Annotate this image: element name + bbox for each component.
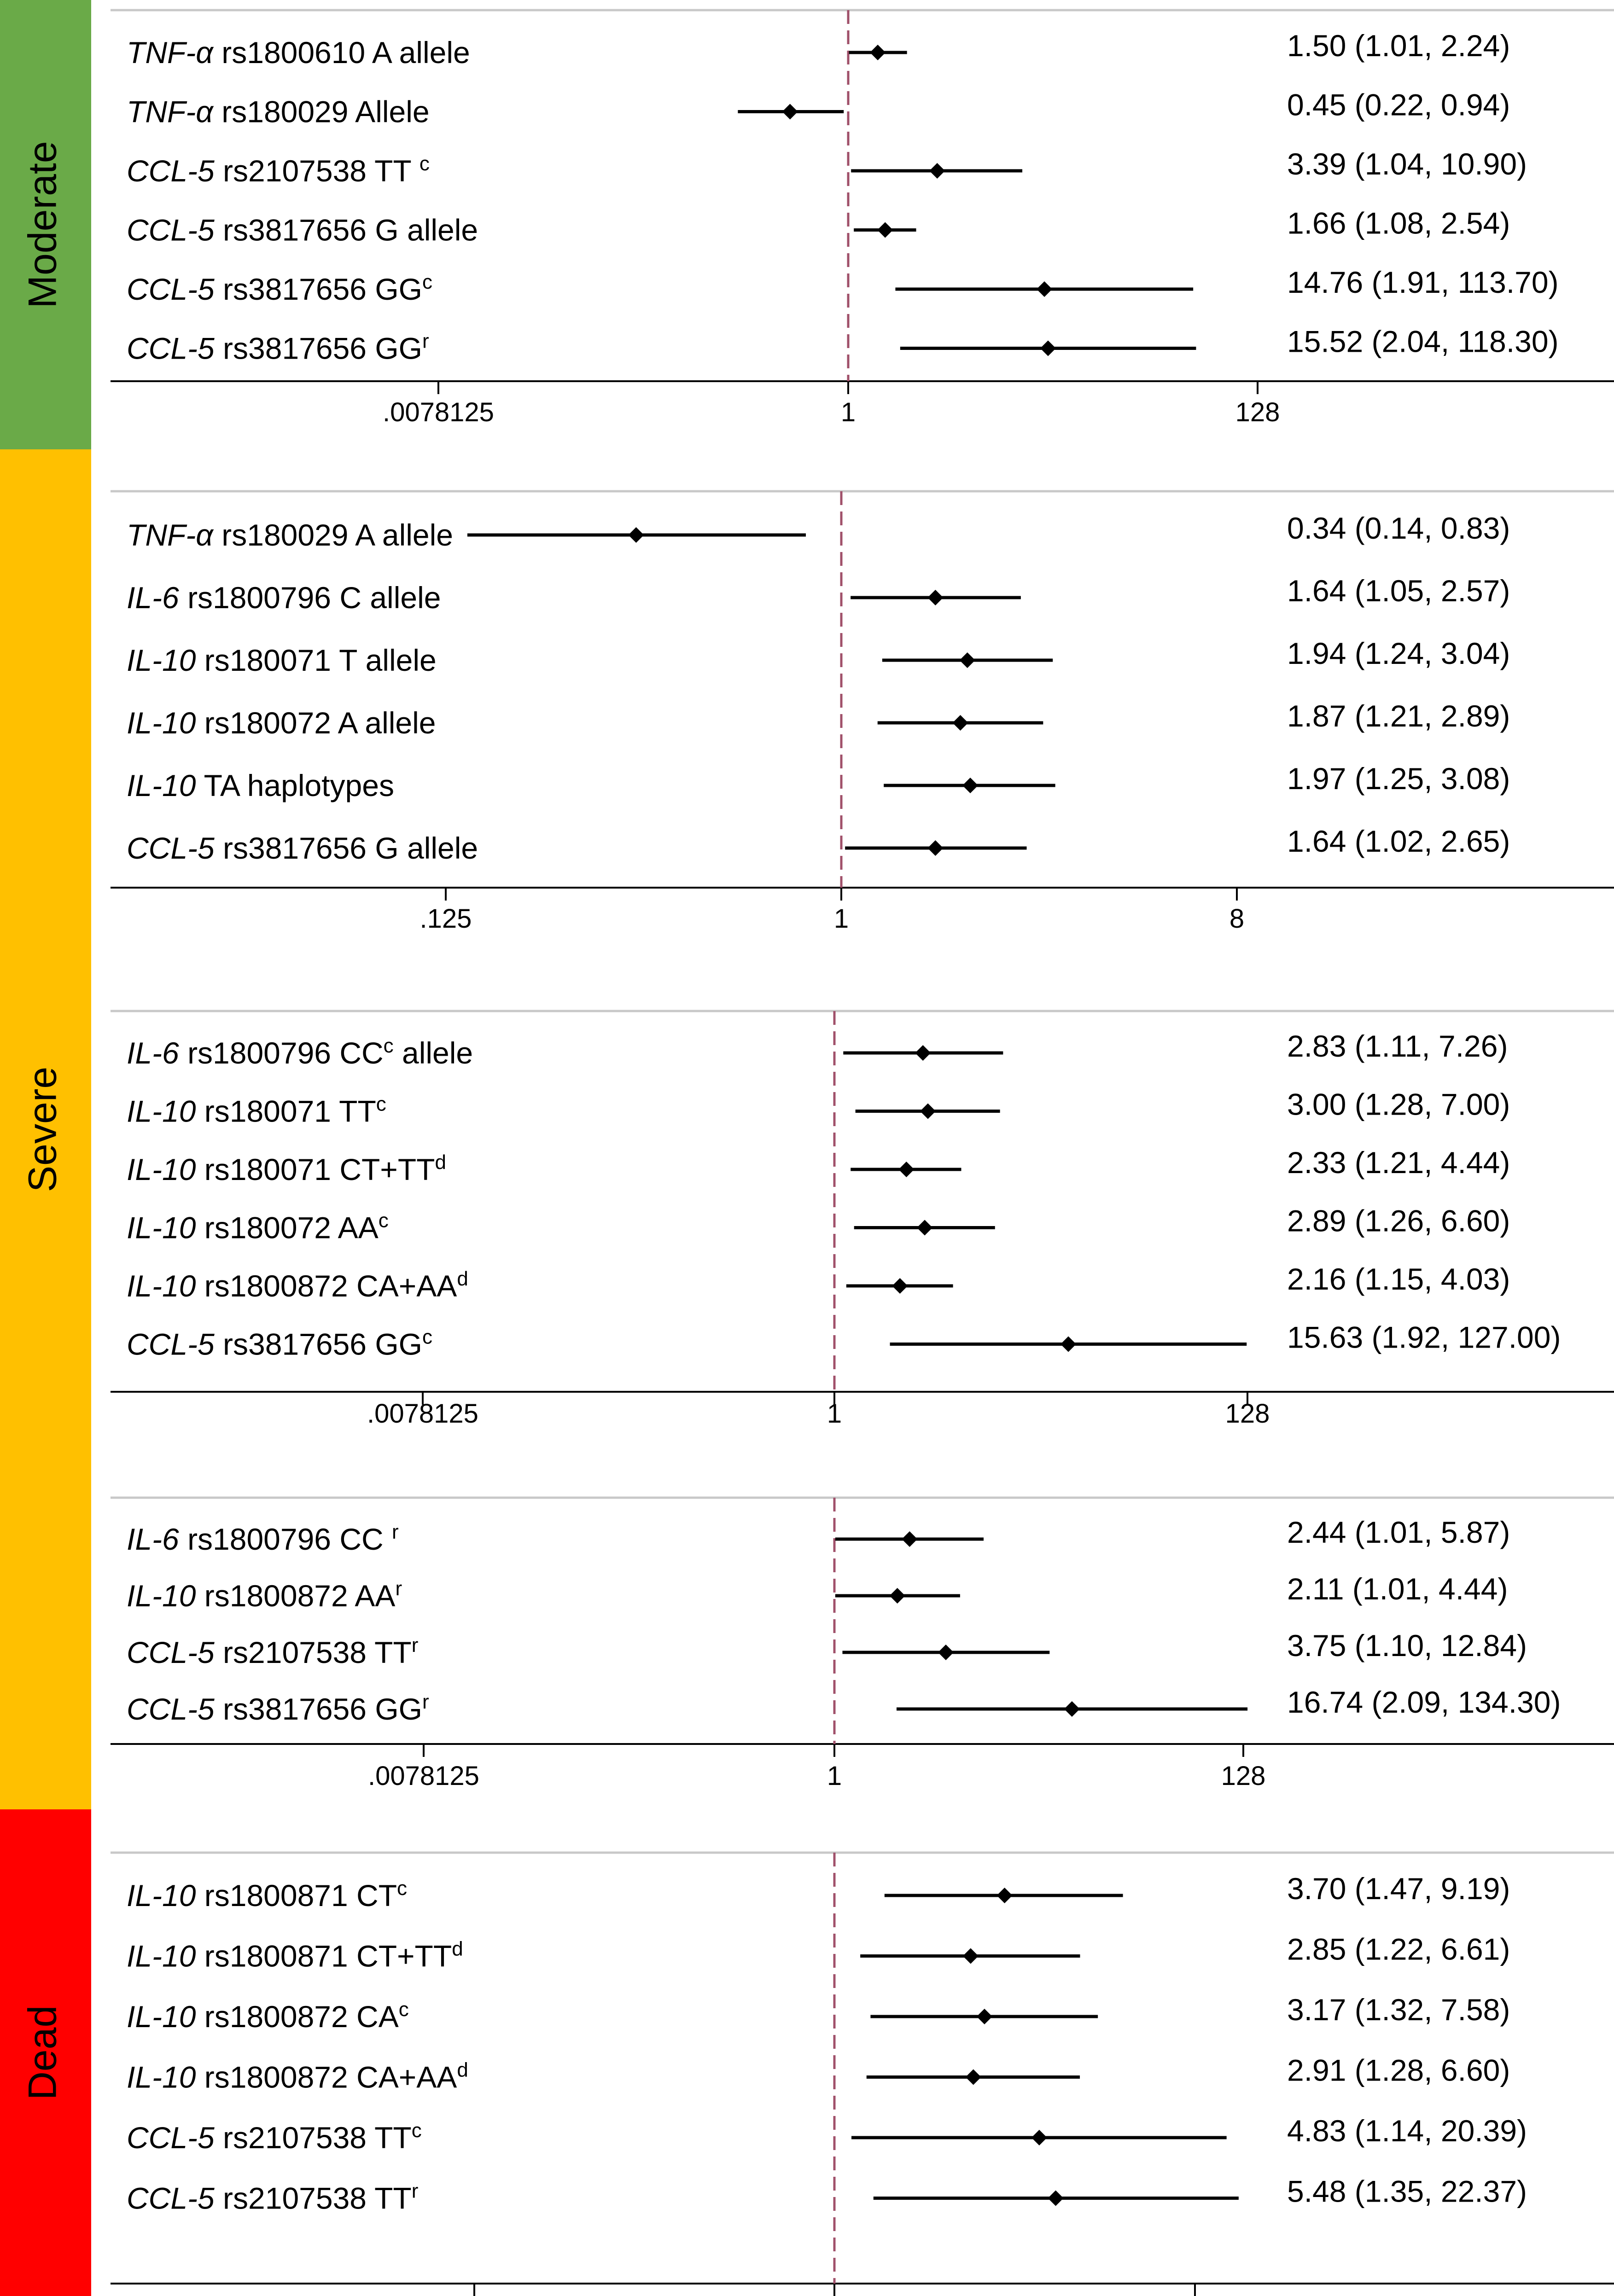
point-estimate bbox=[870, 45, 886, 60]
panel-1 bbox=[111, 10, 1614, 427]
point-estimate bbox=[1060, 1337, 1076, 1352]
forest-row bbox=[127, 1932, 1510, 1973]
superscript: r bbox=[422, 1690, 429, 1713]
gene-name: IL-10 bbox=[127, 1269, 196, 1303]
variant-text: rs1800872 AA bbox=[196, 1579, 396, 1613]
superscript: r bbox=[411, 2180, 419, 2202]
or-ci-text: 2.91 (1.28, 6.60) bbox=[1287, 2053, 1510, 2087]
point-estimate bbox=[966, 2069, 981, 2085]
x-tick-label: .0078125 bbox=[383, 397, 494, 427]
forest-row bbox=[127, 1993, 1510, 2034]
row-label bbox=[127, 271, 432, 307]
variant-text: rs1800796 C allele bbox=[179, 581, 441, 615]
superscript: d bbox=[435, 1151, 446, 1174]
forest-row bbox=[127, 265, 1559, 306]
gene-name: CCL-5 bbox=[127, 1635, 215, 1669]
variant-text: rs2107538 TT bbox=[214, 2181, 412, 2215]
variant-text: rs2107538 TT bbox=[214, 2121, 412, 2155]
superscript: d bbox=[457, 2058, 468, 2081]
variant-text: rs3817656 GG bbox=[214, 1692, 422, 1726]
gene-name: IL-6 bbox=[127, 1522, 179, 1556]
point-estimate bbox=[892, 1278, 908, 1294]
variant-text: rs1800872 CA+AA bbox=[196, 1269, 457, 1303]
forest-row bbox=[127, 1685, 1561, 1726]
or-ci-text: 0.34 (0.14, 0.83) bbox=[1287, 511, 1510, 545]
gene-name: IL-10 bbox=[127, 2000, 196, 2034]
point-estimate bbox=[1037, 281, 1052, 297]
variant-text: rs1800872 CA+AA bbox=[196, 2060, 457, 2094]
forest-row bbox=[127, 1262, 1510, 1303]
superscript: c bbox=[422, 1325, 432, 1348]
superscript: r bbox=[395, 1577, 402, 1600]
point-estimate bbox=[898, 1162, 914, 1177]
gene-name: CCL-5 bbox=[127, 331, 215, 366]
x-tick-label: 1 bbox=[827, 1399, 842, 1429]
or-ci-text: 3.17 (1.32, 7.58) bbox=[1287, 1993, 1510, 2027]
gene-name: IL-10 bbox=[127, 1939, 196, 1973]
superscript: r bbox=[392, 1520, 399, 1543]
gene-name: CCL-5 bbox=[127, 831, 215, 865]
gene-name: CCL-5 bbox=[127, 272, 215, 306]
row-label bbox=[127, 706, 436, 740]
forest-row bbox=[127, 1515, 1510, 1556]
row-label bbox=[127, 95, 430, 129]
gene-name: IL-10 bbox=[127, 706, 196, 740]
x-tick-label: 128 bbox=[1221, 1761, 1266, 1791]
or-ci-text: 16.74 (2.09, 134.30) bbox=[1287, 1685, 1561, 1719]
x-tick-label: 8 bbox=[1229, 904, 1245, 934]
row-label bbox=[127, 1937, 463, 1973]
point-estimate bbox=[877, 222, 893, 238]
superscript: r bbox=[411, 1633, 419, 1657]
point-estimate bbox=[977, 2009, 992, 2024]
point-estimate bbox=[628, 527, 644, 543]
point-estimate bbox=[953, 715, 968, 731]
row-label bbox=[127, 1035, 473, 1070]
point-estimate bbox=[1064, 1701, 1080, 1717]
row-label bbox=[127, 831, 478, 865]
superscript: c bbox=[397, 1877, 408, 1900]
or-ci-text: 2.16 (1.15, 4.03) bbox=[1287, 1262, 1510, 1296]
x-tick-label: 128 bbox=[1235, 397, 1280, 427]
superscript: r bbox=[422, 330, 429, 352]
row-label bbox=[127, 1998, 409, 2034]
forest-row bbox=[127, 1572, 1508, 1613]
or-ci-text: 15.63 (1.92, 127.00) bbox=[1287, 1320, 1561, 1354]
or-ci-text: 2.11 (1.01, 4.44) bbox=[1287, 1572, 1508, 1606]
gene-name: CCL-5 bbox=[127, 1692, 215, 1726]
category-label: Moderate bbox=[20, 141, 65, 308]
forest-row bbox=[127, 636, 1510, 677]
forest-row bbox=[127, 2174, 1527, 2215]
forest-row bbox=[127, 88, 1510, 129]
x-tick-label: 1 bbox=[833, 904, 849, 934]
row-label bbox=[127, 1209, 389, 1245]
point-estimate bbox=[920, 1104, 936, 1119]
gene-name: CCL-5 bbox=[127, 213, 215, 247]
point-estimate bbox=[1048, 2191, 1064, 2206]
superscript: c bbox=[398, 1998, 409, 2021]
point-estimate bbox=[963, 1948, 979, 1964]
gene-name: CCL-5 bbox=[127, 1327, 215, 1361]
x-tick-label: 128 bbox=[1225, 1399, 1270, 1429]
point-estimate bbox=[782, 104, 798, 120]
variant-text: rs2107538 TT bbox=[214, 1635, 412, 1669]
or-ci-text: 1.87 (1.21, 2.89) bbox=[1287, 699, 1510, 733]
or-ci-text: 14.76 (1.91, 113.70) bbox=[1287, 265, 1559, 299]
gene-name: IL-10 bbox=[127, 643, 196, 677]
row-label bbox=[127, 152, 430, 188]
point-estimate bbox=[1031, 2130, 1047, 2145]
or-ci-text: 15.52 (2.04, 118.30) bbox=[1287, 324, 1559, 359]
forest-row bbox=[127, 824, 1510, 865]
superscript: c bbox=[419, 152, 430, 175]
or-ci-text: 1.50 (1.01, 2.24) bbox=[1287, 29, 1510, 63]
or-ci-text: 3.70 (1.47, 9.19) bbox=[1287, 1872, 1510, 1906]
forest-row bbox=[127, 1204, 1510, 1245]
gene-name: TNF-α bbox=[127, 518, 213, 552]
variant-text: rs3817656 G allele bbox=[214, 831, 478, 865]
row-label bbox=[127, 1325, 432, 1361]
gene-name: TNF-α bbox=[127, 94, 213, 129]
or-ci-text: 1.94 (1.24, 3.04) bbox=[1287, 636, 1510, 670]
or-ci-text: 2.83 (1.11, 7.26) bbox=[1287, 1029, 1508, 1063]
row-label bbox=[127, 643, 437, 677]
point-estimate bbox=[902, 1531, 917, 1547]
or-ci-text: 0.45 (0.22, 0.94) bbox=[1287, 87, 1510, 122]
row-label bbox=[127, 768, 394, 802]
x-tick-label: 1 bbox=[827, 1761, 842, 1791]
variant-text: rs2107538 TT bbox=[214, 154, 420, 188]
panel-4 bbox=[111, 1498, 1614, 1791]
point-estimate bbox=[890, 1588, 905, 1604]
forest-row bbox=[127, 1872, 1510, 1912]
variant-text: rs180029 Allele bbox=[213, 94, 430, 129]
row-label bbox=[127, 330, 429, 366]
row-label bbox=[127, 1691, 429, 1726]
variant-suffix: allele bbox=[393, 1036, 473, 1070]
gene-name: IL-10 bbox=[127, 1579, 196, 1613]
or-ci-text: 1.64 (1.05, 2.57) bbox=[1287, 574, 1510, 608]
superscript: c bbox=[376, 1093, 386, 1115]
gene-name: CCL-5 bbox=[127, 2121, 215, 2155]
or-ci-text: 2.85 (1.22, 6.61) bbox=[1287, 1932, 1510, 1966]
row-label bbox=[127, 2180, 418, 2215]
forest-row bbox=[127, 1029, 1508, 1070]
variant-text: TA haplotypes bbox=[196, 768, 394, 802]
forest-row bbox=[127, 511, 1510, 552]
gene-name: IL-10 bbox=[127, 1878, 196, 1912]
variant-text: rs1800871 CT+TT bbox=[196, 1939, 452, 1973]
row-label bbox=[127, 1634, 418, 1670]
point-estimate bbox=[929, 163, 945, 179]
panel-5 bbox=[111, 1853, 1614, 2296]
point-estimate bbox=[938, 1645, 954, 1660]
forest-row bbox=[127, 325, 1559, 366]
superscript: d bbox=[457, 1267, 468, 1290]
variant-text: rs3817656 GG bbox=[214, 272, 422, 306]
or-ci-text: 4.83 (1.14, 20.39) bbox=[1287, 2114, 1527, 2148]
superscript: c bbox=[383, 1034, 394, 1057]
variant-text: rs1800871 CT bbox=[196, 1878, 397, 1912]
or-ci-text: 3.75 (1.10, 12.84) bbox=[1287, 1628, 1527, 1662]
forest-row bbox=[127, 574, 1510, 615]
or-ci-text: 3.39 (1.04, 10.90) bbox=[1287, 147, 1527, 181]
forest-row bbox=[127, 2053, 1510, 2094]
or-ci-text: 3.00 (1.28, 7.00) bbox=[1287, 1087, 1510, 1122]
point-estimate bbox=[915, 1045, 931, 1061]
superscript: c bbox=[411, 2119, 422, 2142]
point-estimate bbox=[927, 590, 943, 605]
variant-text: rs180072 AA bbox=[196, 1210, 379, 1245]
or-ci-text: 2.89 (1.26, 6.60) bbox=[1287, 1203, 1510, 1238]
variant-text: rs180071 T allele bbox=[196, 643, 437, 677]
panel-3 bbox=[111, 1011, 1614, 1429]
variant-text: rs180072 A allele bbox=[196, 706, 436, 740]
row-label bbox=[127, 2058, 468, 2094]
point-estimate bbox=[962, 778, 978, 793]
point-estimate bbox=[997, 1888, 1013, 1903]
forest-row bbox=[127, 29, 1510, 70]
gene-name: IL-10 bbox=[127, 768, 196, 802]
variant-text: rs3817656 GG bbox=[214, 1327, 422, 1361]
superscript: d bbox=[452, 1937, 463, 1960]
x-tick-label: 1 bbox=[840, 397, 856, 427]
forest-row bbox=[127, 1628, 1527, 1669]
variant-text: rs3817656 G allele bbox=[214, 213, 478, 247]
forest-row bbox=[127, 761, 1510, 802]
forest-row bbox=[127, 1320, 1561, 1361]
superscript: c bbox=[422, 270, 432, 293]
gene-name: IL-6 bbox=[127, 581, 179, 615]
gene-name: IL-10 bbox=[127, 1094, 196, 1128]
row-label bbox=[127, 1577, 402, 1613]
category-label: Severe bbox=[20, 1066, 65, 1192]
gene-name: TNF-α bbox=[127, 35, 213, 70]
variant-text: rs180071 TT bbox=[196, 1094, 376, 1128]
forest-row bbox=[127, 1145, 1510, 1186]
row-label bbox=[127, 1151, 446, 1187]
or-ci-text: 1.97 (1.25, 3.08) bbox=[1287, 761, 1510, 796]
row-label bbox=[127, 213, 478, 247]
forest-row bbox=[127, 1087, 1510, 1128]
gene-name: CCL-5 bbox=[127, 2181, 215, 2215]
row-label bbox=[127, 1521, 399, 1557]
row-label bbox=[127, 1877, 407, 1913]
x-tick-label: .0078125 bbox=[367, 1399, 478, 1429]
variant-text: rs1800796 CC bbox=[179, 1522, 392, 1556]
x-tick-label: .0078125 bbox=[368, 1761, 479, 1791]
point-estimate bbox=[927, 840, 943, 856]
x-tick-label: .125 bbox=[420, 904, 472, 934]
forest-row bbox=[127, 2114, 1527, 2155]
gene-name: IL-10 bbox=[127, 1152, 196, 1186]
gene-name: CCL-5 bbox=[127, 154, 215, 188]
or-ci-text: 1.66 (1.08, 2.54) bbox=[1287, 206, 1510, 240]
variant-text: rs1800610 A allele bbox=[213, 35, 470, 70]
row-label bbox=[127, 35, 470, 70]
row-label bbox=[127, 2119, 422, 2155]
superscript: c bbox=[378, 1209, 389, 1232]
point-estimate bbox=[1040, 341, 1056, 356]
gene-name: IL-6 bbox=[127, 1036, 179, 1070]
or-ci-text: 2.44 (1.01, 5.87) bbox=[1287, 1515, 1510, 1549]
variant-text: rs1800796 CC bbox=[179, 1036, 384, 1070]
gene-name: IL-10 bbox=[127, 2060, 196, 2094]
row-label bbox=[127, 518, 453, 552]
row-label bbox=[127, 1093, 386, 1128]
gene-name: IL-10 bbox=[127, 1210, 196, 1245]
forest-row bbox=[127, 147, 1527, 188]
forest-row bbox=[127, 699, 1510, 740]
panel-2 bbox=[111, 491, 1614, 934]
variant-text: rs3817656 GG bbox=[214, 331, 422, 366]
variant-text: rs1800872 CA bbox=[196, 2000, 399, 2034]
row-label bbox=[127, 581, 441, 615]
point-estimate bbox=[917, 1220, 932, 1236]
variant-text: rs180071 CT+TT bbox=[196, 1152, 435, 1186]
or-ci-text: 5.48 (1.35, 22.37) bbox=[1287, 2174, 1527, 2209]
or-ci-text: 2.33 (1.21, 4.44) bbox=[1287, 1145, 1510, 1180]
variant-text: rs180029 A allele bbox=[213, 518, 453, 552]
or-ci-text: 1.64 (1.02, 2.65) bbox=[1287, 824, 1510, 858]
point-estimate bbox=[960, 652, 975, 668]
row-label bbox=[127, 1267, 468, 1303]
category-label: Dead bbox=[20, 2005, 65, 2100]
forest-row bbox=[127, 206, 1510, 247]
